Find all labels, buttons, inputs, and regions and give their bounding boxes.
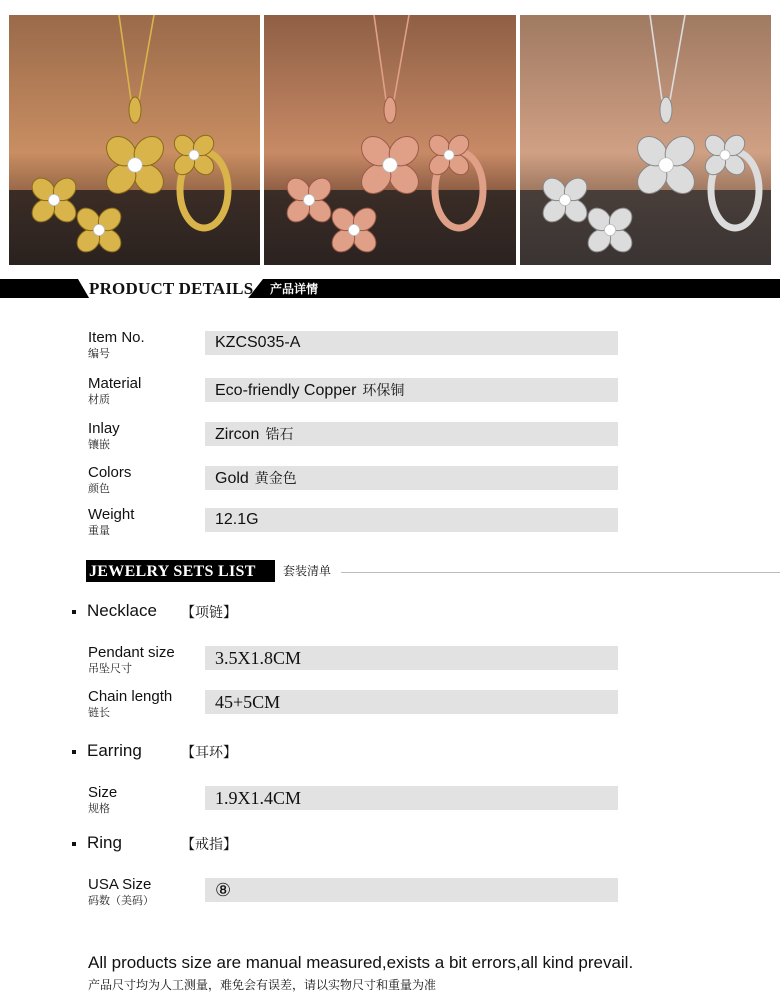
earring-size-value: 1.9X1.4CM: [205, 786, 618, 810]
sets-list-divider: [341, 572, 780, 573]
weight-value: 12.1G: [205, 508, 618, 532]
item-no-label: Item No. 编号: [88, 329, 145, 360]
sets-list-title: JEWELRY SETS LIST: [89, 563, 256, 580]
earring-size-label: Size 规格: [88, 784, 118, 815]
earring-section-title-cn: 【耳环】: [181, 744, 237, 760]
colors-value: Gold 黄金色: [205, 466, 618, 490]
necklace-section-title: Necklace: [72, 601, 157, 621]
jewelry-illustration: [9, 15, 260, 265]
bullet-icon: [72, 750, 76, 754]
product-photo-silver[interactable]: [520, 15, 771, 265]
product-photos: [0, 0, 780, 270]
necklace-section-title-cn: 【项链】: [181, 604, 237, 620]
product-details-title-cn: 产品详情: [270, 282, 319, 296]
chain-length-label: Chain length 链长: [88, 688, 173, 719]
ring-section-title-cn: 【戒指】: [181, 836, 237, 852]
colors-label: Colors 颜色: [88, 464, 132, 495]
sets-list-title-cn: 套装清单: [283, 564, 332, 578]
usa-size-label: USA Size 码数（美码）: [88, 876, 154, 907]
bullet-icon: [72, 610, 76, 614]
bullet-icon: [72, 842, 76, 846]
material-label: Material 材质: [88, 375, 142, 406]
measurement-note: All products size are manual measured,exists a bit errors,all kind prevail.: [88, 953, 634, 972]
chain-length-value: 45+5CM: [205, 690, 618, 714]
product-details-title: PRODUCT DETAILS: [89, 279, 254, 298]
product-photo-gold[interactable]: [9, 15, 260, 265]
weight-label: Weight 重量: [88, 506, 135, 537]
item-no-value: KZCS035-A: [205, 331, 618, 355]
product-photo-rose-gold[interactable]: [264, 15, 516, 265]
pendant-size-label: Pendant size 吊坠尺寸: [88, 644, 175, 675]
jewelry-illustration: [264, 15, 516, 265]
material-value: Eco-friendly Copper 环保铜: [205, 378, 618, 402]
ring-section-title: Ring: [72, 833, 122, 853]
measurement-note-cn: 产品尺寸均为人工测量，难免会有误差，请以实物尺寸和重量为准: [88, 978, 437, 992]
pendant-size-value: 3.5X1.8CM: [205, 646, 618, 670]
inlay-value: Zircon 锆石: [205, 422, 618, 446]
jewelry-illustration: [520, 15, 771, 265]
inlay-label: Inlay 镶嵌: [88, 420, 120, 451]
usa-size-value: ⑧: [205, 878, 618, 902]
earring-section-title: Earring: [72, 741, 142, 761]
